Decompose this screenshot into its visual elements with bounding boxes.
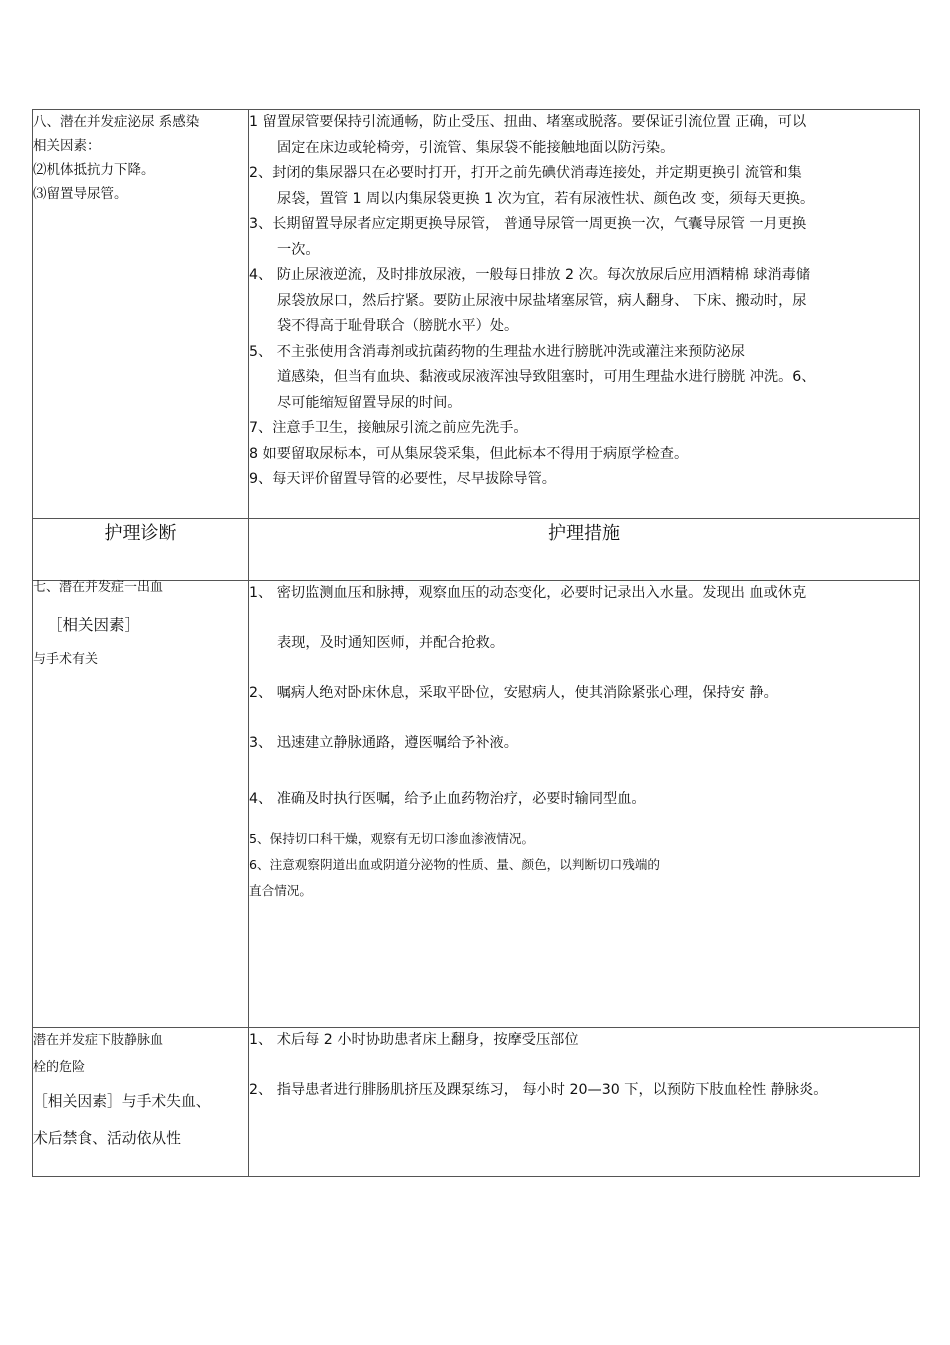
measure-item: 1、 术后每 2 小时协助患者床上翻身，按摩受压部位 bbox=[249, 1032, 579, 1048]
row-bleeding bbox=[33, 581, 920, 1028]
measure-item: 1、 密切监测血压和脉搏，观察血压的动态变化，必要时记录出入水量。发现出 血或休克 bbox=[249, 585, 807, 601]
measures-cell-thrombosis bbox=[249, 1028, 920, 1177]
measure-item: 5、保持切口科干燥，观察有无切口渗血渗液情况。 bbox=[249, 831, 535, 846]
measure-item: 4、 防止尿液逆流，及时排放尿液，一般每日排放 2 次。每次放尿后应用酒精棉 球消毒储 bbox=[249, 267, 811, 283]
measure-item-cont: 袋不得高于耻骨联合（膀胱水平）处。 bbox=[277, 318, 519, 334]
diagnosis-title bbox=[33, 1027, 248, 1081]
measure-item: 3、长期留置导尿者应定期更换导尿管， 普通导尿管一周更换一次，气囊导尿管 一月更换 bbox=[249, 216, 807, 232]
measure-item-cont: 尿袋放尿口，然后拧紧。要防止尿液中尿盐堵塞尿管，病人翻身、 下床、搬动时，尿 bbox=[277, 292, 807, 309]
measure-item-cont: 一次。 bbox=[277, 241, 320, 258]
measure-item: 4、 准确及时执行医嘱，给予止血药物治疗，必要时输同型血。 bbox=[249, 791, 646, 807]
measure-item-cont: 道感染，但当有血块、黏液或尿液浑浊导致阻塞时，可用生理盐水进行膀胱 冲洗。6、 bbox=[277, 369, 816, 385]
measure-item: 2、 嘱病人绝对卧床休息，采取平卧位，安慰病人，使其消除紧张心理，保持安 静。 bbox=[249, 685, 778, 701]
related-factor-item: 与手术有关 bbox=[33, 652, 99, 667]
diagnosis-cell-thrombosis bbox=[33, 1028, 249, 1177]
measure-item: 2、 指导患者进行腓肠肌挤压及踝泵练习， 每小时 20—30 下，以预防下肢血栓性 静脉炎。 bbox=[249, 1082, 828, 1098]
diagnosis-title: 八、潜在并发症泌尿 系感染 bbox=[33, 114, 200, 130]
measure-item-cont: 尿袋，置管 1 周以内集尿袋更换 1 次为宜，若有尿液性状、颜色改 变，须每天更换。 bbox=[277, 190, 815, 207]
header-row bbox=[33, 519, 920, 581]
measure-item: 7、注意手卫生，接触尿引流之前应先洗手。 bbox=[249, 420, 528, 436]
related-factors-label: 相关因素： bbox=[33, 138, 101, 154]
measure-item: 2、封闭的集尿器只在必要时打开，打开之前先碘伏消毒连接处，并定期更换引 流管和集 bbox=[249, 165, 802, 181]
measure-item-cont: 表现，及时通知医师，并配合抢救。 bbox=[277, 635, 505, 651]
diagnosis-title-line: 栓的危险 bbox=[33, 1060, 86, 1075]
related-factors-label: ［相关因素］ bbox=[47, 616, 141, 634]
diagnosis-title-line: 潜在并发症下肢静脉血 bbox=[33, 1033, 164, 1048]
related-factor-item: ⑶留置导尿管。 bbox=[33, 186, 128, 202]
measures-cell-urinary-infection bbox=[249, 110, 920, 519]
row-urinary-infection bbox=[33, 110, 920, 519]
measures-cell-bleeding bbox=[249, 581, 920, 1028]
measure-item: 9、每天评价留置导管的必要性，尽早拔除导管。 bbox=[249, 471, 556, 487]
header-nursing-diagnosis: 护理诊断 bbox=[33, 519, 249, 581]
measure-item: 3、 迅速建立静脉通路，遵医嘱给予补液。 bbox=[249, 735, 518, 751]
measure-item: 6、注意观察阴道出血或阴道分泌物的性质、量、颜色，以判断切口残端的 bbox=[249, 857, 661, 872]
measure-item-cont: 直合情况。 bbox=[249, 883, 312, 898]
measure-item: 5、 不主张使用含消毒剂或抗菌药物的生理盐水进行膀胱冲洗或灌注来预防泌尿 bbox=[249, 343, 745, 360]
header-nursing-measures: 护理措施 bbox=[249, 519, 920, 581]
related-factor-item: 术后禁食、活动依从性 bbox=[33, 1130, 181, 1147]
diagnosis-cell-bleeding bbox=[33, 581, 249, 1028]
measure-item-cont: 尽可能缩短留置导尿的时间。 bbox=[277, 394, 462, 411]
measure-item: 8 如要留取尿标本，可从集尿袋采集，但此标本不得用于病原学检查。 bbox=[249, 445, 689, 462]
measure-item-cont: 固定在床边或轮椅旁，引流管、集尿袋不能接触地面以防污染。 bbox=[277, 139, 675, 156]
diagnosis-title: 七、潜在并发症一出血 bbox=[33, 580, 164, 595]
nursing-care-table bbox=[32, 109, 920, 1177]
diagnosis-cell-urinary-infection bbox=[33, 110, 249, 519]
related-factors-label: ［相关因素］与手术失血、 bbox=[33, 1093, 211, 1110]
related-factor-item: ⑵机体抵抗力下降。 bbox=[33, 162, 155, 178]
measure-item: 1 留置尿管要保持引流通畅，防止受压、扭曲、堵塞或脱落。要保证引流位置 正确，可以 bbox=[249, 114, 807, 130]
row-venous-thrombosis bbox=[33, 1028, 920, 1177]
